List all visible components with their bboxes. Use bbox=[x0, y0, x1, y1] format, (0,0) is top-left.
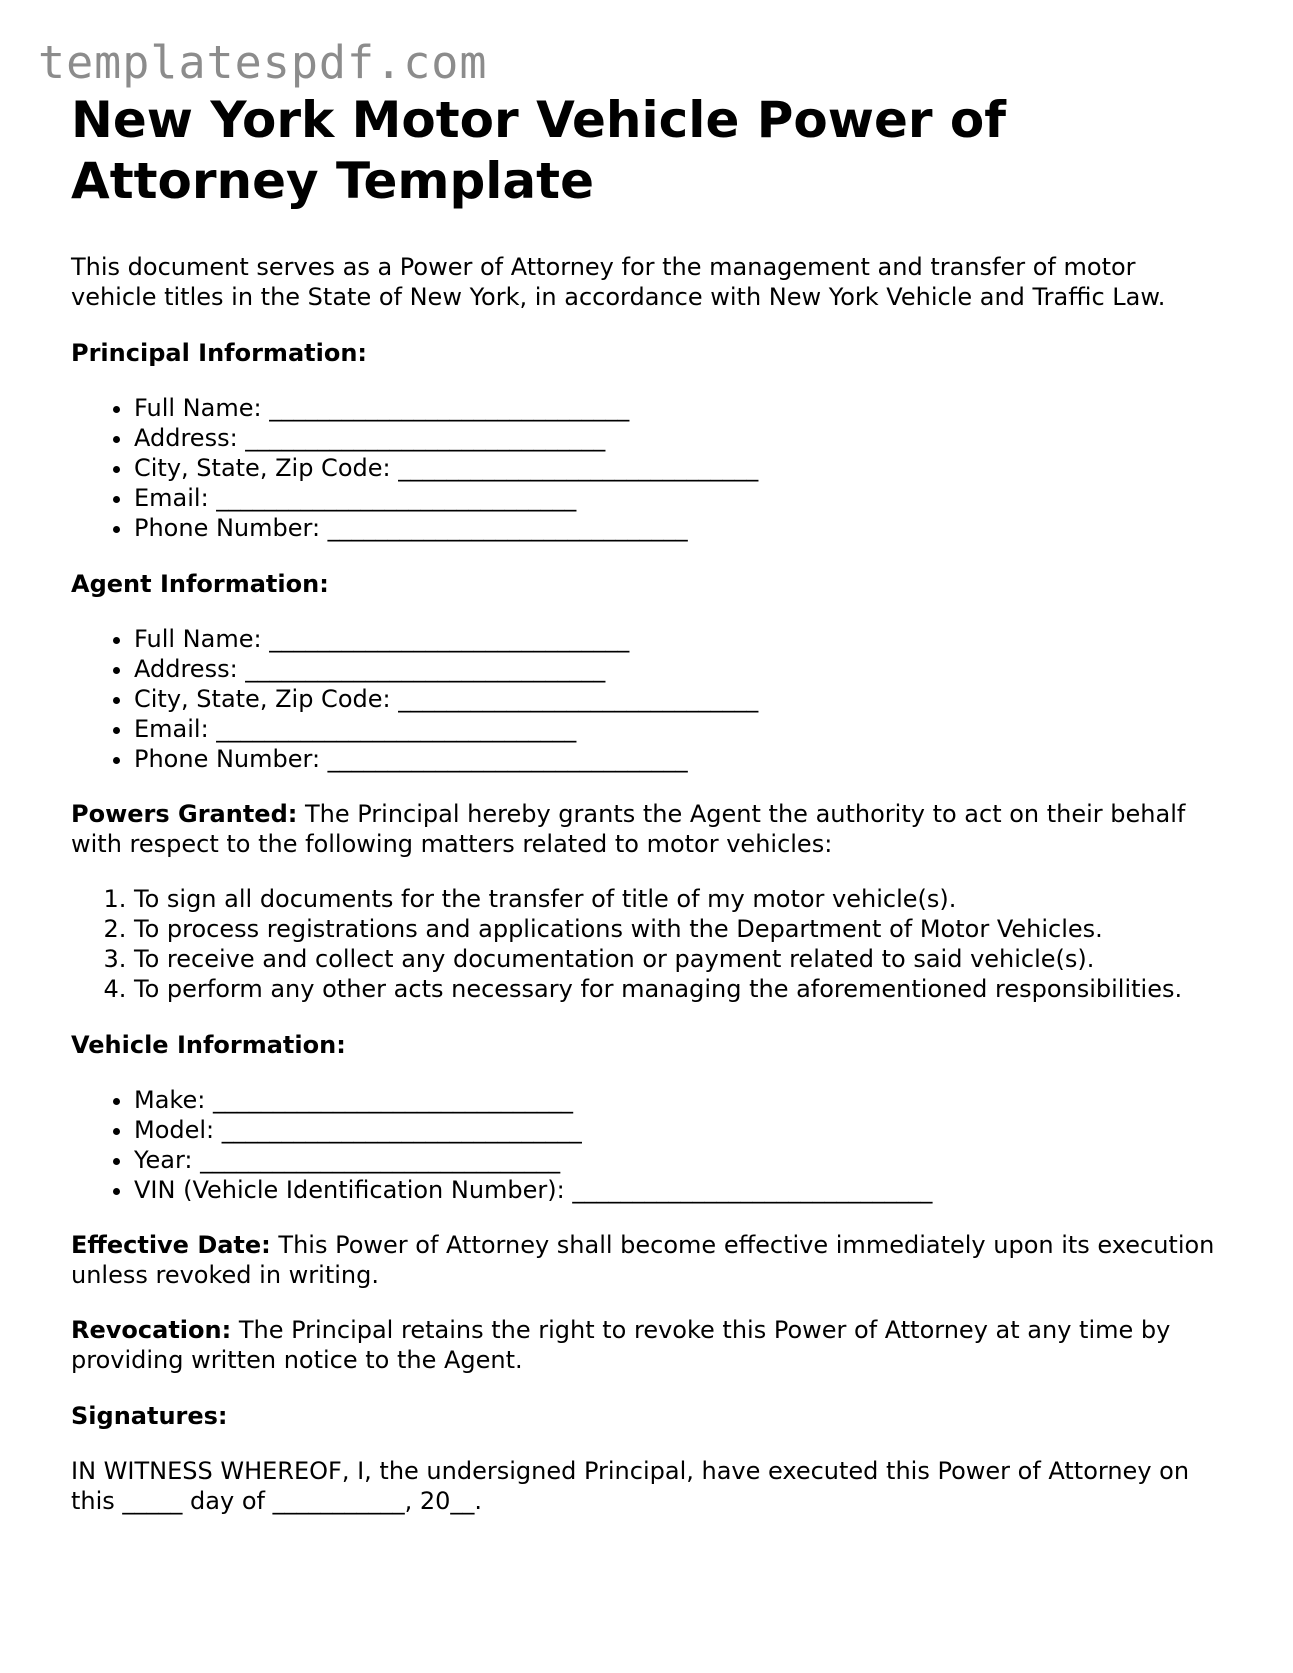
agent-full-name-field[interactable]: • Full Name: ______________________________ bbox=[134, 624, 1221, 654]
vehicle-field-list bbox=[71, 1085, 1221, 1205]
vehicle-make-field[interactable]: • Make: ______________________________ bbox=[134, 1085, 1221, 1115]
agent-email-field[interactable]: • Email: ______________________________ bbox=[134, 714, 1221, 744]
effective-date-text: This Power of Attorney shall become effective immediately upon its execution unless revoked in writing. bbox=[71, 1231, 1215, 1289]
agent-heading: Agent Information: bbox=[71, 570, 329, 598]
vehicle-model-field[interactable]: • Model: ______________________________ bbox=[134, 1115, 1221, 1145]
power-item: 2. To process registrations and applications with the Department of Motor Vehicles. bbox=[134, 914, 1221, 944]
principal-email-field[interactable]: • Email: ______________________________ bbox=[134, 483, 1221, 513]
principal-heading: Principal Information: bbox=[71, 339, 368, 367]
power-item: 1. To sign all documents for the transfer of title of my motor vehicle(s). bbox=[134, 884, 1221, 914]
powers-label: Powers Granted: bbox=[71, 800, 298, 828]
revocation-paragraph bbox=[71, 1315, 1221, 1375]
effective-date-label: Effective Date: bbox=[71, 1231, 271, 1259]
vehicle-year-field[interactable]: • Year: ______________________________ bbox=[134, 1145, 1221, 1175]
revocation-text: The Principal retains the right to revoke this Power of Attorney at any time by providing written notice to the Agent. bbox=[71, 1316, 1171, 1374]
vehicle-vin-field[interactable]: • VIN (Vehicle Identification Number): ______________________________ bbox=[134, 1175, 1221, 1205]
agent-city-state-zip-field[interactable]: • City, State, Zip Code: ______________________________ bbox=[134, 684, 1221, 714]
agent-address-field[interactable]: • Address: ______________________________ bbox=[134, 654, 1221, 684]
agent-field-list bbox=[71, 624, 1221, 774]
effective-date-paragraph bbox=[71, 1230, 1221, 1290]
revocation-label: Revocation: bbox=[71, 1316, 232, 1344]
principal-full-name-field[interactable]: • Full Name: ______________________________ bbox=[134, 393, 1221, 423]
powers-paragraph bbox=[71, 799, 1221, 859]
power-item: 3. To receive and collect any documentation or payment related to said vehicle(s). bbox=[134, 944, 1221, 974]
intro-paragraph: This document serves as a Power of Attorney for the management and transfer of motor vehicle titles in the State of New York, in accordance with New York Vehicle and Traffic Law. bbox=[71, 253, 1166, 311]
principal-field-list bbox=[71, 393, 1221, 543]
powers-list bbox=[71, 884, 1221, 1004]
document-title: New York Motor Vehicle Power of Attorney Template bbox=[71, 91, 1007, 210]
witness-paragraph[interactable]: IN WITNESS WHEREOF, I, the undersigned Principal, have executed this Power of Attorney on this _____ day of ___________, 20__. bbox=[71, 1457, 1190, 1515]
document-page bbox=[71, 90, 1221, 1516]
watermark-logo: templatespdf.com bbox=[38, 36, 488, 89]
vehicle-heading: Vehicle Information: bbox=[71, 1031, 346, 1059]
agent-phone-field[interactable]: • Phone Number: ______________________________ bbox=[134, 744, 1221, 774]
powers-text: The Principal hereby grants the Agent the authority to act on their behalf with respect to the following matters related to motor vehicles: bbox=[71, 800, 1186, 858]
principal-address-field[interactable]: • Address: ______________________________ bbox=[134, 423, 1221, 453]
power-item: 4. To perform any other acts necessary for managing the aforementioned responsibilities. bbox=[134, 974, 1221, 1004]
principal-phone-field[interactable]: • Phone Number: ______________________________ bbox=[134, 513, 1221, 543]
signatures-heading: Signatures: bbox=[71, 1402, 228, 1430]
principal-city-state-zip-field[interactable]: • City, State, Zip Code: ______________________________ bbox=[134, 453, 1221, 483]
